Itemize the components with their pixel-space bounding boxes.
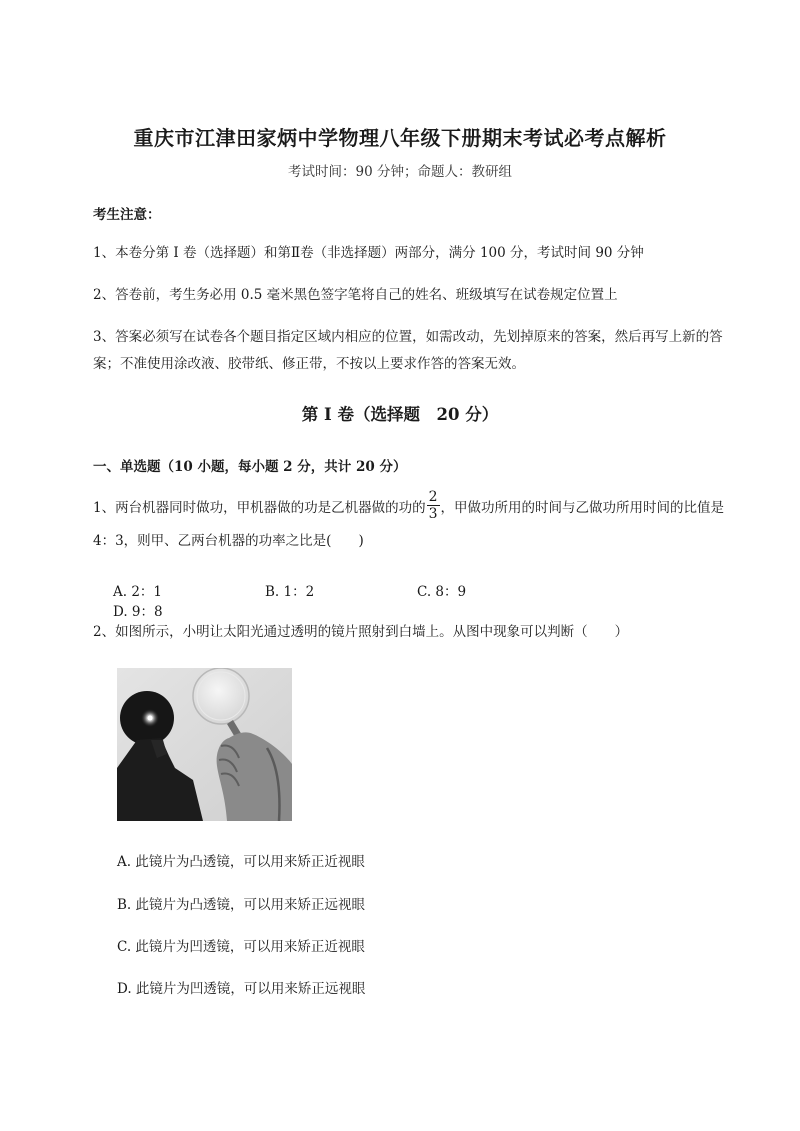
question-1-options bbox=[113, 580, 673, 620]
page-title: 重庆市江津田家炳中学物理八年级下册期末考试必考点解析 bbox=[133, 126, 667, 150]
question-1-option-b[interactable]: B. 1：2 bbox=[265, 584, 315, 600]
question-2-option-a[interactable]: A. 此镜片为凸透镜，可以用来矫正近视眼 bbox=[117, 854, 365, 870]
question-2: 2、如图所示，小明让太阳光通过透明的镜片照射到白墙上。从图中现象可以判断（ ） bbox=[93, 624, 629, 640]
question-1-text-before: 1、两台机器同时做功，甲机器做的功是乙机器做的功的 bbox=[93, 500, 426, 516]
question-1-text-after: ，甲做功所用的时间与乙做功所用时间的比值是 4：3，则甲、乙两台机器的功率之比是( ) bbox=[93, 500, 725, 549]
question-2-option-b[interactable]: B. 此镜片为凸透镜，可以用来矫正远视眼 bbox=[117, 897, 366, 913]
fraction bbox=[427, 489, 440, 522]
fraction-numerator: 2 bbox=[428, 489, 438, 505]
question-2-option-d[interactable]: D. 此镜片为凹透镜，可以用来矫正远视眼 bbox=[117, 981, 366, 997]
exam-meta: 考试时间：90 分钟；命题人：教研组 bbox=[288, 164, 512, 180]
question-1-option-d[interactable]: D. 9：8 bbox=[113, 604, 163, 620]
fraction-denominator: 3 bbox=[428, 506, 438, 522]
notice-item-3: 3、答案必须写在试卷各个题目指定区域内相应的位置，如需改动，先划掉原来的答案，然后再写上新的答案；不准使用涂改液、胶带纸、修正带，不按以上要求作答的答案无效。 bbox=[93, 329, 723, 372]
question-2-option-c[interactable]: C. 此镜片为凹透镜，可以用来矫正近视眼 bbox=[117, 939, 365, 955]
section-subheading: 一、单选题（10 小题，每小题 2 分，共计 20 分） bbox=[93, 459, 407, 475]
question-1-option-c[interactable]: C. 8：9 bbox=[417, 584, 467, 600]
notice-item-2: 2、答卷前，考生务必用 0.5 毫米黑色签字笔将自己的姓名、班级填写在试卷规定位置上 bbox=[93, 287, 618, 303]
lens-experiment-photo bbox=[117, 668, 292, 821]
question-1 bbox=[93, 489, 733, 558]
notice-item-1: 1、本卷分第 I 卷（选择题）和第Ⅱ卷（非选择题）两部分，满分 100 分，考试时间 90 分钟 bbox=[93, 245, 644, 261]
question-1-option-a[interactable]: A. 2：1 bbox=[113, 584, 163, 600]
notice-heading: 考生注意： bbox=[93, 207, 161, 223]
section-title: 第 I 卷（选择题 20 分） bbox=[301, 405, 499, 424]
